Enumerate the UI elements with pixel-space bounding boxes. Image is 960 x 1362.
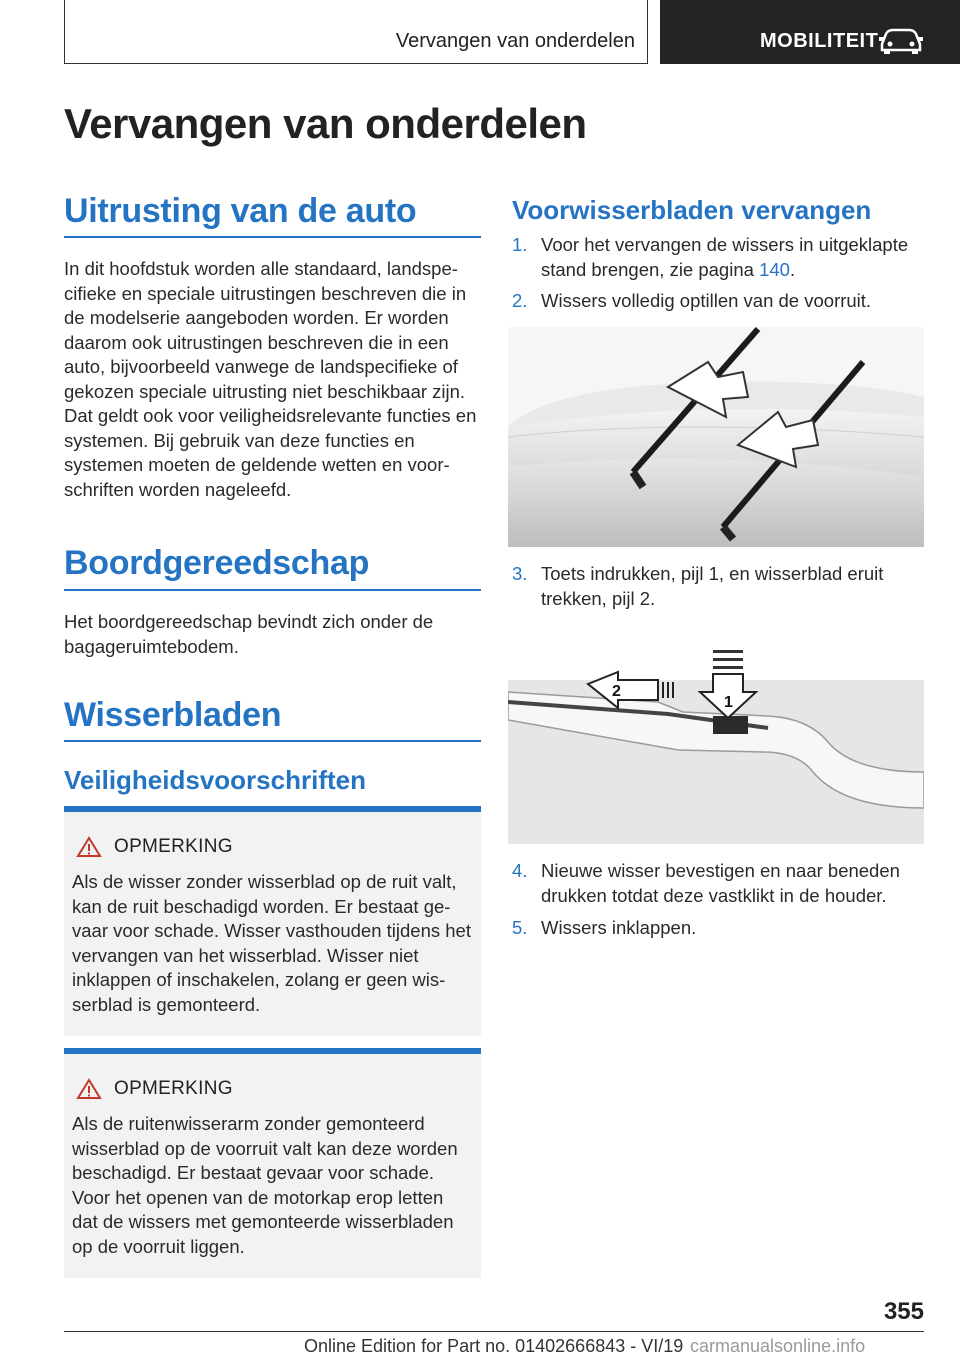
section-title-toolkit: Boordgereedschap [64,544,370,582]
step-text: Voor het vervangen de wissers in uitgeklapte stand brengen, zie pagina 140. [541,234,909,280]
section-title-wipers: Wisserbladen [64,696,282,734]
step-number: 5. [512,917,528,938]
footer-edition: Online Edition for Part no. 01402666843 - VI/19 [304,1336,684,1356]
list-item [512,233,927,283]
list-item [512,916,927,942]
subsection-title-safety: Veiligheidsvoorschriften [64,765,366,795]
step-number: 2. [512,290,528,311]
step-text: Wissers inklappen. [541,917,697,938]
notice-body: Als de wisser zonder wisserblad op de ruit valt, kan de ruit beschadigd worden. Er bestaat ge-vaar voor schade. Wisser vasthouden tijdens het vervangen van het wisserblad. Wisser niet inklappen of inschakelen, zolang er geen wis-serblad is gemonteerd. [72,871,471,1015]
header-chapter-label: MOBILITEIT [760,30,879,52]
footer-rule [64,1331,924,1332]
equipment-paragraph: In dit hoofdstuk worden alle standaard, landspe-cifieke en speciale uitrustingen beschreven die in de modelserie aangeboden worden. Er worden daarom ook uitrustingen beschreven die in een auto, bijvoorbeeld vanwege de landspecifieke of gekozen speciale uitrusting niet beschikbaar zijn. Dat geldt ook voor veiligheidsrelevante functies en systemen. Bij gebruik van deze functies en systemen moeten de geldende wetten en voor-schriften worden nageleefd. [64,258,477,500]
notice-title: OPMERKING [114,836,233,857]
list-item [512,859,927,909]
notice-title: OPMERKING [114,1078,233,1099]
list-item [512,289,927,315]
arrow-label-2: 2 [612,683,621,700]
section-rule [64,589,481,591]
notice-box [64,1048,481,1278]
page-link[interactable]: 140 [759,258,790,280]
notice-body: Als de ruitenwisserarm zonder gemonteerd wisserblad op de voorruit valt kan deze worden beschadigd. Er bestaat gevaar voor schade. Voor het openen van de motorkap erop letten dat de wissers met gemonteerde wisserbladen op de voorruit liggen. [72,1113,458,1257]
watermark: carmanualsonline.info [690,1336,866,1356]
header-section-tab [64,0,648,64]
section-rule [64,236,481,238]
car-icon [878,28,924,54]
step-text: Toets indrukken, pijl 1, en wisserblad eruit trekken, pijl 2. [541,563,884,609]
wiper-blade-removal-illustration [508,632,924,844]
subsection-title-front-wipers: Voorwisserbladen vervangen [512,195,872,225]
arrow-label-1: 1 [724,694,733,711]
warning-icon [76,1078,102,1100]
warning-icon [76,836,102,858]
wiper-windshield-illustration [508,327,924,547]
step-number: 3. [512,563,528,584]
section-title-equipment: Uitrusting van de auto [64,192,417,230]
step-text: Wissers volledig optillen van de voorruit. [541,290,872,311]
page-number: 355 [883,1298,924,1325]
step-number: 4. [512,860,528,881]
section-rule [64,740,481,742]
step-number: 1. [512,234,528,255]
page-title: Vervangen van onderdelen [64,100,587,147]
toolkit-paragraph: Het boordgereedschap bevindt zich onder de bagageruimtebodem. [64,611,434,657]
header-section-label: Vervangen van onderdelen [395,30,635,52]
list-item [512,562,927,612]
step-text: Nieuwe wisser bevestigen en naar beneden drukken totdat deze vastklikt in de houder. [541,860,900,906]
notice-box [64,806,481,1036]
